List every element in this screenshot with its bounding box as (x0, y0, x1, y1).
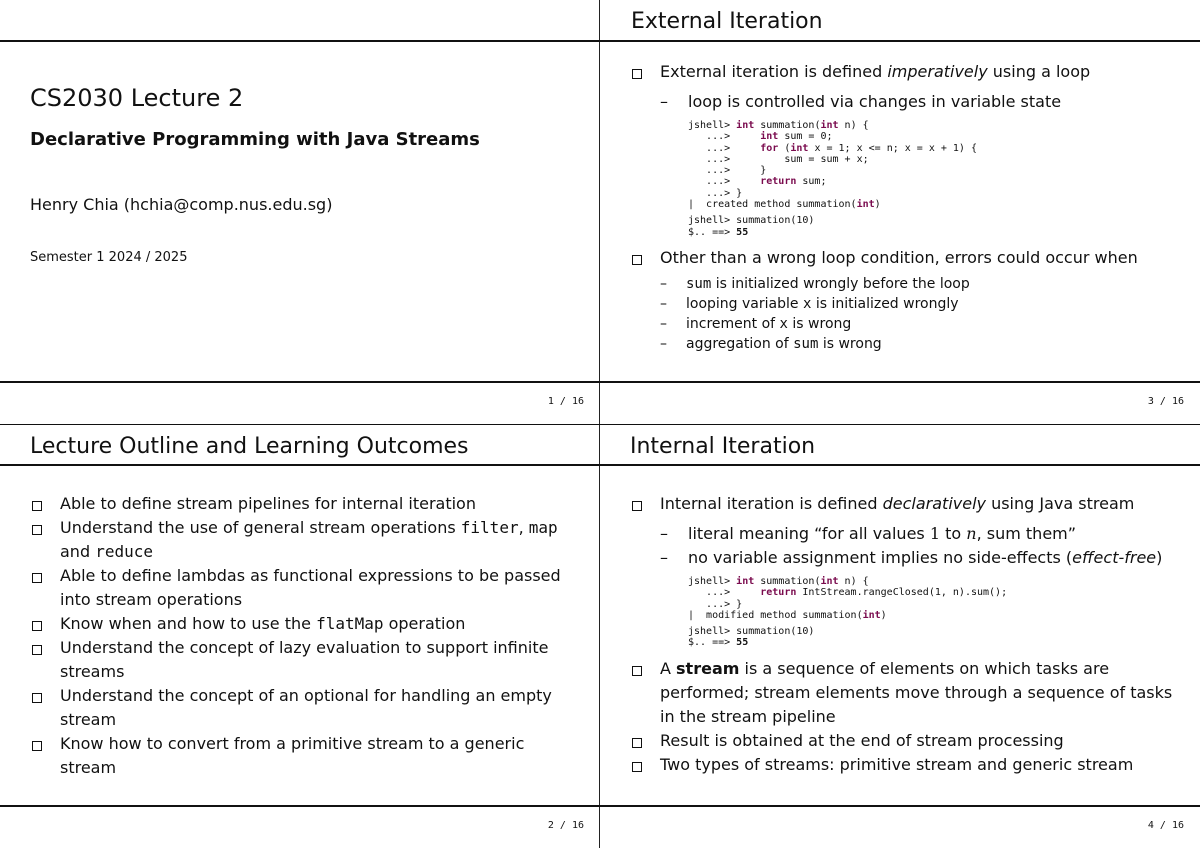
code-block: jshell> int summation(int n) { ...> int sum = 0; ...> for (int x = 1; x <= n; x = x + 1) { ...> sum = sum + x; ...> } ...> return sum; ...> } | created method summation(int) jshell> summation(10) $.. ==> 55 (688, 120, 977, 238)
bullet: Result is obtained at the end of stream processing (630, 729, 1190, 753)
bullet: Able to define stream pipelines for internal iteration (30, 492, 590, 516)
slide-2 (0, 424, 600, 848)
sub-bullet: – loop is controlled via changes in variable state (660, 90, 1190, 114)
header-rule (600, 40, 1200, 42)
sub-bullet: – increment of x is wrong (660, 314, 1190, 334)
bullet: Know how to convert from a primitive stream to a generic stream (30, 732, 590, 780)
code-block: jshell> int summation(int n) { ...> return IntStream.rangeClosed(1, n).sum(); ...> } | modified method summation(int) jshell> summation(10) $.. ==> 55 (688, 576, 1008, 649)
author: Henry Chia (hchia@comp.nus.edu.sg) (30, 195, 333, 214)
bullet: Two types of streams: primitive stream and generic stream (630, 753, 1190, 777)
sub-bullet: – aggregation of sum is wrong (660, 334, 1190, 354)
sub-list (660, 90, 1190, 114)
page-number: 4 / 16 (1147, 820, 1184, 831)
header-rule (0, 464, 600, 466)
top-rule (600, 424, 1200, 425)
slide-body (630, 60, 1190, 354)
bullet: External iteration is defined imperatively using a loop (630, 60, 1190, 84)
page-number: 3 / 16 (1147, 396, 1184, 407)
lecture-subtitle: Declarative Programming with Java Streams (30, 129, 480, 150)
footer-rule (0, 805, 600, 807)
sub-bullet: – sum is initialized wrongly before the loop (660, 274, 1190, 294)
bullet: Internal iteration is defined declaratively using Java stream (630, 492, 1190, 516)
footer-rule (600, 805, 1200, 807)
slide-body (630, 492, 1190, 777)
slide-title: External Iteration (631, 9, 823, 34)
page-number: 2 / 16 (547, 820, 584, 831)
slide-3 (600, 0, 1200, 424)
footer-rule (600, 381, 1200, 383)
slide-body (30, 492, 590, 780)
footer-rule (0, 381, 600, 383)
sub-bullet: – literal meaning “for all values 1 to n, sum them” (660, 522, 1190, 546)
sub-list (660, 274, 1190, 354)
slide-title: Internal Iteration (630, 434, 816, 459)
semester: Semester 1 2024 / 2025 (30, 250, 188, 265)
slide-4 (600, 424, 1200, 848)
course-title: CS2030 Lecture 2 (30, 84, 244, 112)
bullet: Know when and how to use the flatMap operation (30, 612, 590, 636)
bullet: A stream is a sequence of elements on which tasks are performed; stream elements move through a sequence of tasks in the stream pipeline (630, 657, 1190, 729)
sub-list (660, 522, 1190, 570)
bullet: Able to define lambdas as functional expressions to be passed into stream operations (30, 564, 590, 612)
top-rule (0, 424, 600, 425)
sub-bullet: – no variable assignment implies no side-effects (effect-free) (660, 546, 1190, 570)
header-rule (600, 464, 1200, 466)
header-rule (0, 40, 600, 42)
page-number: 1 / 16 (547, 396, 584, 407)
slide-title: Lecture Outline and Learning Outcomes (30, 434, 469, 459)
bullet: Understand the use of general stream operations filter, map and reduce (30, 516, 590, 564)
bullet: Other than a wrong loop condition, errors could occur when (630, 246, 1190, 270)
sub-bullet: – looping variable x is initialized wrongly (660, 294, 1190, 314)
bullet: Understand the concept of lazy evaluation to support infinite streams (30, 636, 590, 684)
bullet: Understand the concept of an optional for handling an empty stream (30, 684, 590, 732)
slide-1 (0, 0, 600, 424)
